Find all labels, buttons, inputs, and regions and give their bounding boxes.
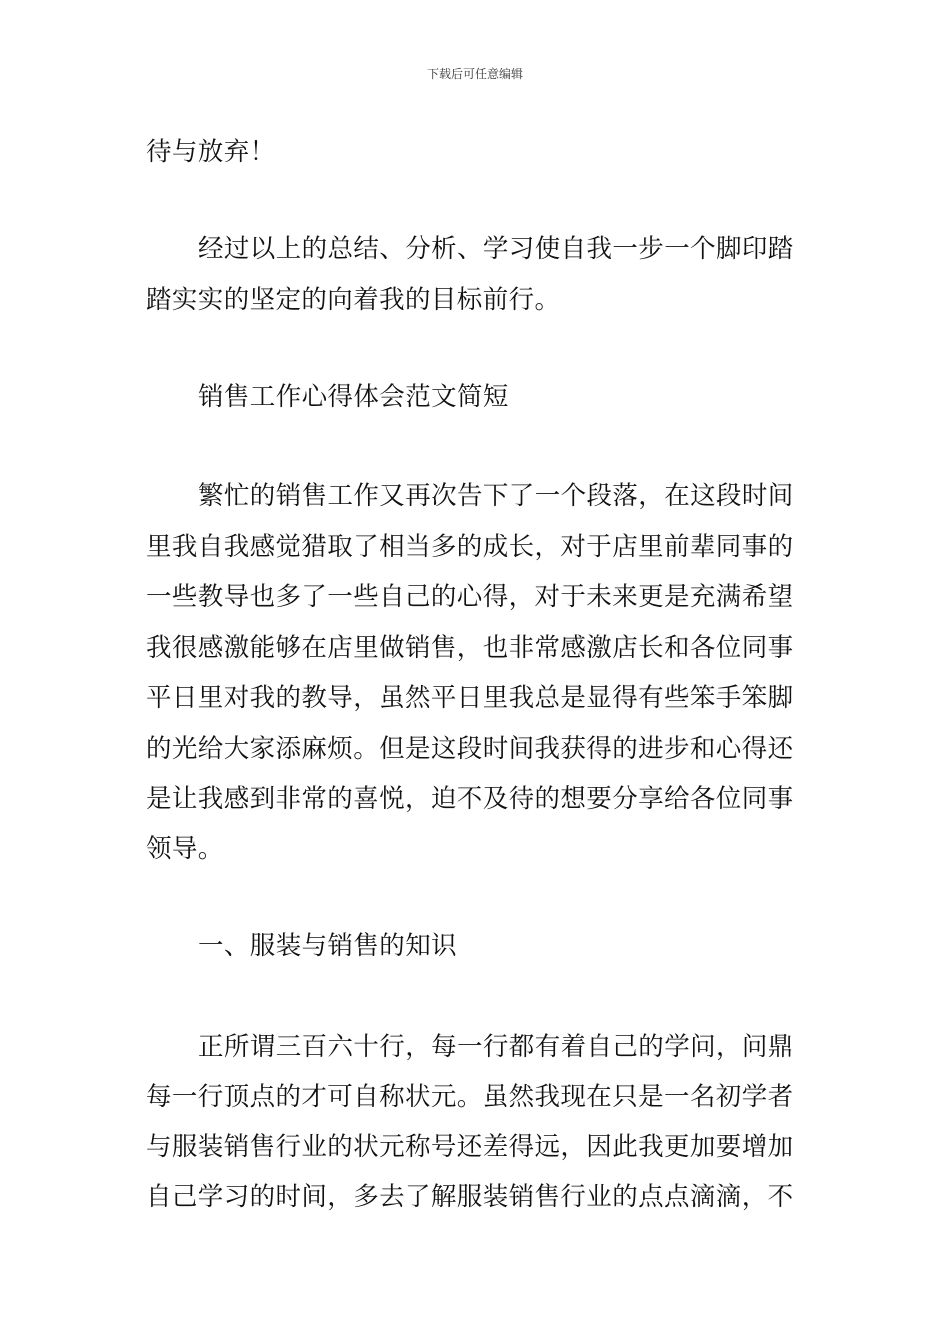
page-header: 下载后可任意编辑	[426, 67, 523, 81]
text-line: 是让我感到非常的喜悦，迫不及待的想要分享给各位同事	[146, 784, 794, 814]
text-line: 领导。	[146, 834, 224, 864]
text-line: 每一行顶点的才可自称状元。虽然我现在只是一名初学者	[146, 1082, 794, 1112]
text-line: 一些教导也多了一些自己的心得，对于未来更是充满希望	[146, 582, 794, 612]
text-line: 踏实实的坚定的向着我的目标前行。	[146, 285, 561, 315]
text-line: 我很感激能够在店里做销售，也非常感激店长和各位同事	[146, 633, 794, 663]
section-heading: 销售工作心得体会范文简短	[198, 382, 509, 412]
text-line: 自己学习的时间，多去了解服装销售行业的点点滴滴，不	[146, 1182, 794, 1212]
text-line: 经过以上的总结、分析、学习使自我一步一个脚印踏	[198, 234, 794, 264]
text-line: 平日里对我的教导，虽然平日里我总是显得有些笨手笨脚	[146, 683, 794, 713]
text-line: 与服装销售行业的状元称号还差得远，因此我更加要增加	[146, 1132, 794, 1162]
text-line: 的光给大家添麻烦。但是这段时间我获得的进步和心得还	[146, 734, 794, 764]
text-line: 繁忙的销售工作又再次告下了一个段落，在这段时间	[198, 481, 794, 511]
text-line: 里我自我感觉猎取了相当多的成长，对于店里前辈同事的	[146, 532, 794, 562]
section-heading: 一、服装与销售的知识	[198, 931, 458, 961]
text-line: 待与放弃！	[146, 137, 276, 167]
text-line: 正所谓三百六十行，每一行都有着自己的学问，问鼎	[198, 1032, 794, 1062]
